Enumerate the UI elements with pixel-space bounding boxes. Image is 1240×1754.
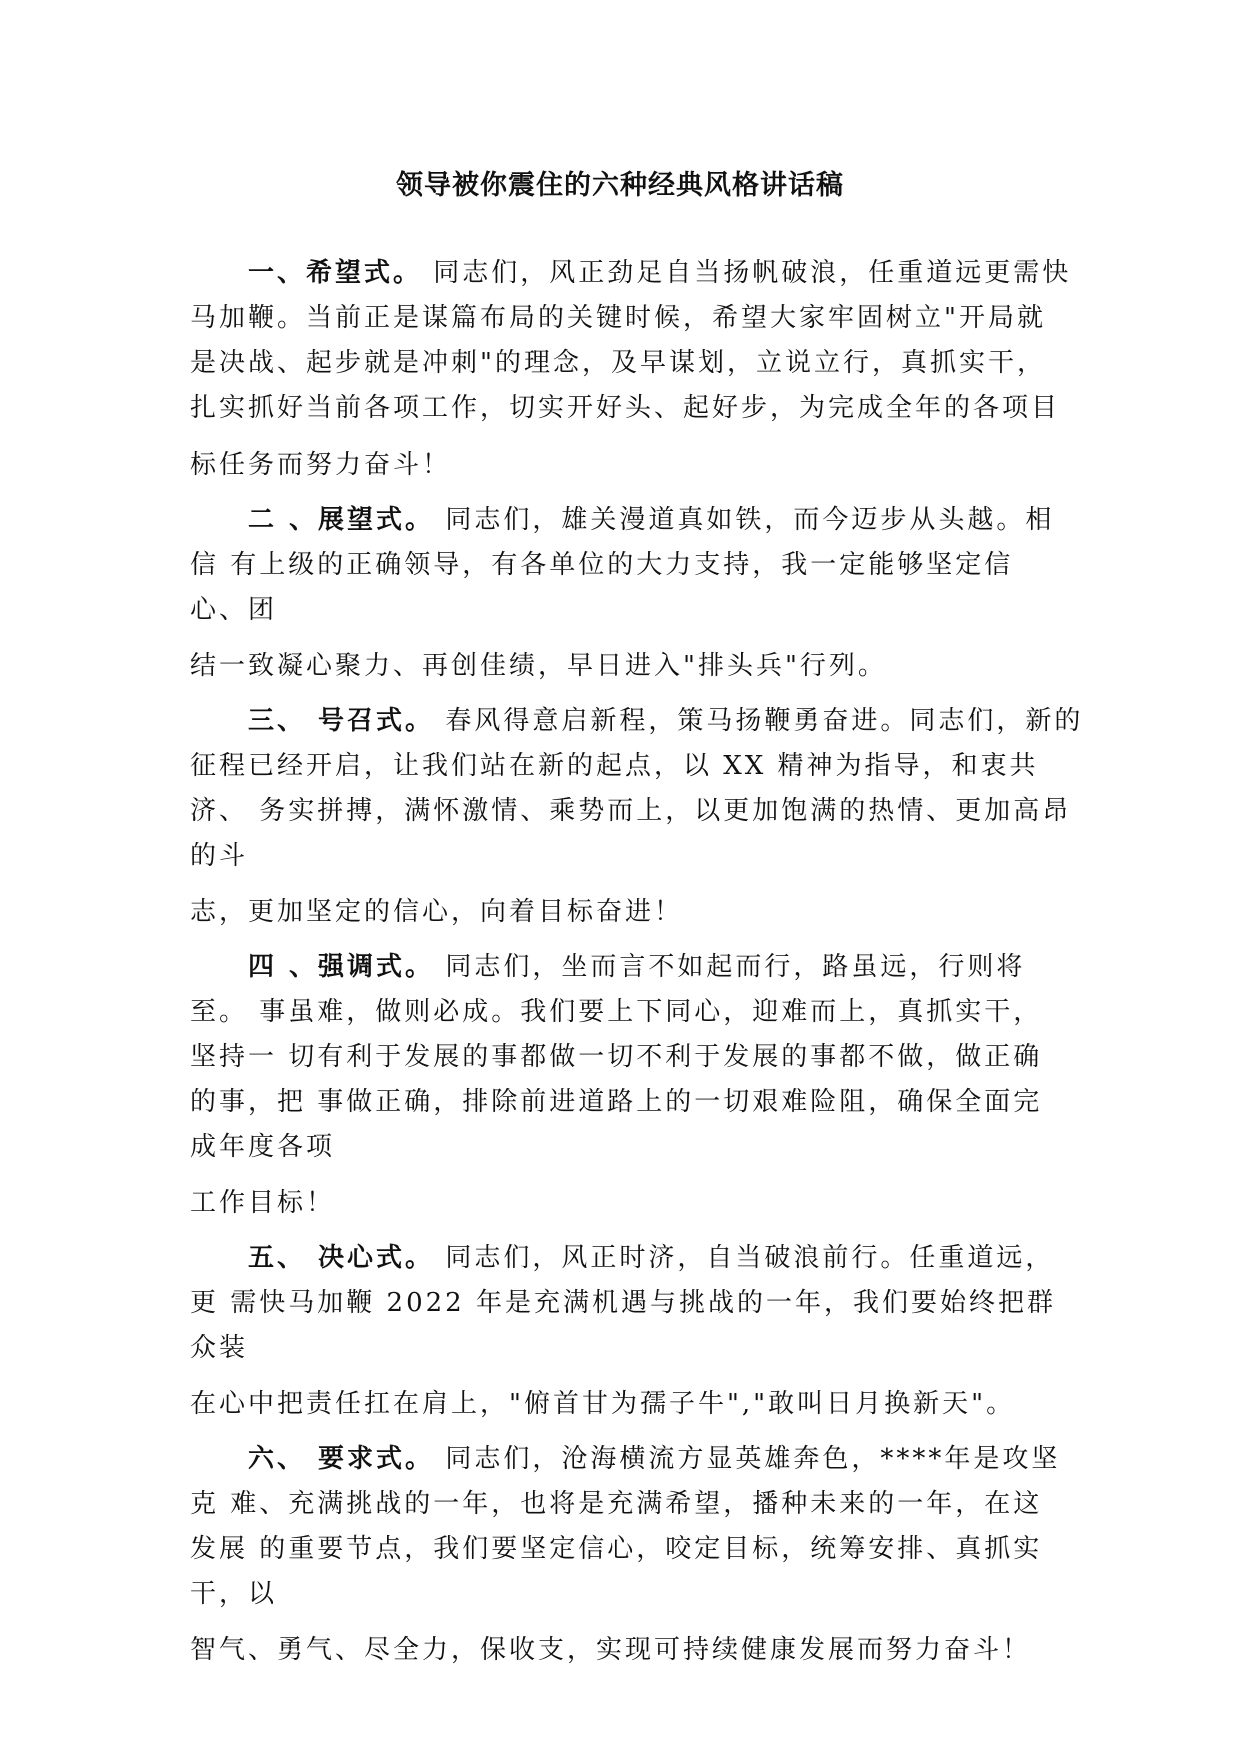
section-4-line: 至。 事虽难，做则必成。我们要上下同心，迎难而上，真抓实干， [190,997,1043,1027]
section-3-text: 春风得意启新程，策马扬鞭勇奋进。同志们，新的 [445,706,1084,736]
section-2-first-line [248,507,1054,533]
section-4-line: 成年度各项 [190,1132,336,1162]
section-4-line: 坚持一 切有利于发展的事都做一切不利于发展的事都不做，做正确 [190,1042,1043,1072]
section-3-first-line [248,708,1083,734]
section-2-line: 心、团 [190,595,278,625]
section-5-line: 更 需快马加鞭 2022 年是充满机遇与挑战的一年，我们要始终把群 [190,1288,1056,1318]
section-4-line: 工作目标！ [190,1188,336,1218]
section-2-line: 结一致凝心聚力、再创佳绩，早日进入"排头兵"行列。 [190,651,887,681]
section-3-heading: 三、 号召式。 [248,706,435,736]
section-6-line: 发展 的重要节点，我们要坚定信心，咬定目标，统筹安排、真抓实 [190,1534,1043,1564]
section-6-line: 智气、勇气、尽全力，保收支，实现可持续健康发展而努力奋斗！ [190,1635,1032,1665]
section-5-text: 同志们，风正时济，自当破浪前行。任重道远， [445,1243,1055,1273]
section-4-first-line [248,954,1025,980]
section-5-heading: 五、 决心式。 [248,1243,435,1273]
section-1-heading: 一、希望式。 [248,258,423,288]
document-title: 领导被你震住的六种经典风格讲话稿 [396,170,844,201]
section-6-first-line [248,1446,1060,1472]
section-1-line: 是决战、起步就是冲刺"的理念，及早谋划，立说立行，真抓实干， [190,348,1046,378]
section-1-line: 扎实抓好当前各项工作，切实开好头、起好步，为完成全年的各项目 [190,393,1061,423]
section-6-line: 克 难、充满挑战的一年，也将是充满希望，播种未来的一年，在这 [190,1489,1043,1519]
section-3-line: 的斗 [190,841,249,871]
section-1-text: 同志们，风正劲足自当扬帆破浪，任重道远更需快 [433,258,1072,288]
section-3-line: 志，更加坚定的信心，向着目标奋进！ [190,897,684,927]
section-1-first-line [248,260,1071,286]
section-2-line: 信 有上级的正确领导，有各单位的大力支持，我一定能够坚定信 [190,550,1014,580]
section-6-line: 干，以 [190,1579,278,1609]
section-5-first-line [248,1245,1054,1271]
section-3-line: 征程已经开启，让我们站在新的起点，以 XX 精神为指导，和衷共 [190,751,1039,781]
section-2-text: 同志们，雄关漫道真如铁，而今迈步从头越。相 [445,505,1055,535]
section-1-line: 标任务而努力奋斗！ [190,450,452,480]
section-4-line: 的事，把 事做正确，排除前进道路上的一切艰难险阻，确保全面完 [190,1087,1043,1117]
section-2-heading: 二 、展望式。 [248,505,435,535]
section-5-line: 在心中把责任扛在肩上，"俯首甘为孺子牛","敢叫日月换新天"。 [190,1389,1016,1419]
section-6-heading: 六、 要求式。 [248,1444,435,1474]
section-3-line: 济、 务实拼搏，满怀激情、乘势而上，以更加饱满的热情、更加高昂 [190,796,1072,826]
section-4-heading: 四 、强调式。 [248,952,435,982]
section-5-line: 众装 [190,1333,249,1363]
section-1-line: 马加鞭。当前正是谋篇布局的关键时候，希望大家牢固树立"开局就 [190,303,1046,333]
section-4-text: 同志们，坐而言不如起而行，路虽远，行则将 [445,952,1026,982]
section-6-text: 同志们，沧海横流方显英雄奔色，****年是攻坚 [445,1444,1061,1474]
